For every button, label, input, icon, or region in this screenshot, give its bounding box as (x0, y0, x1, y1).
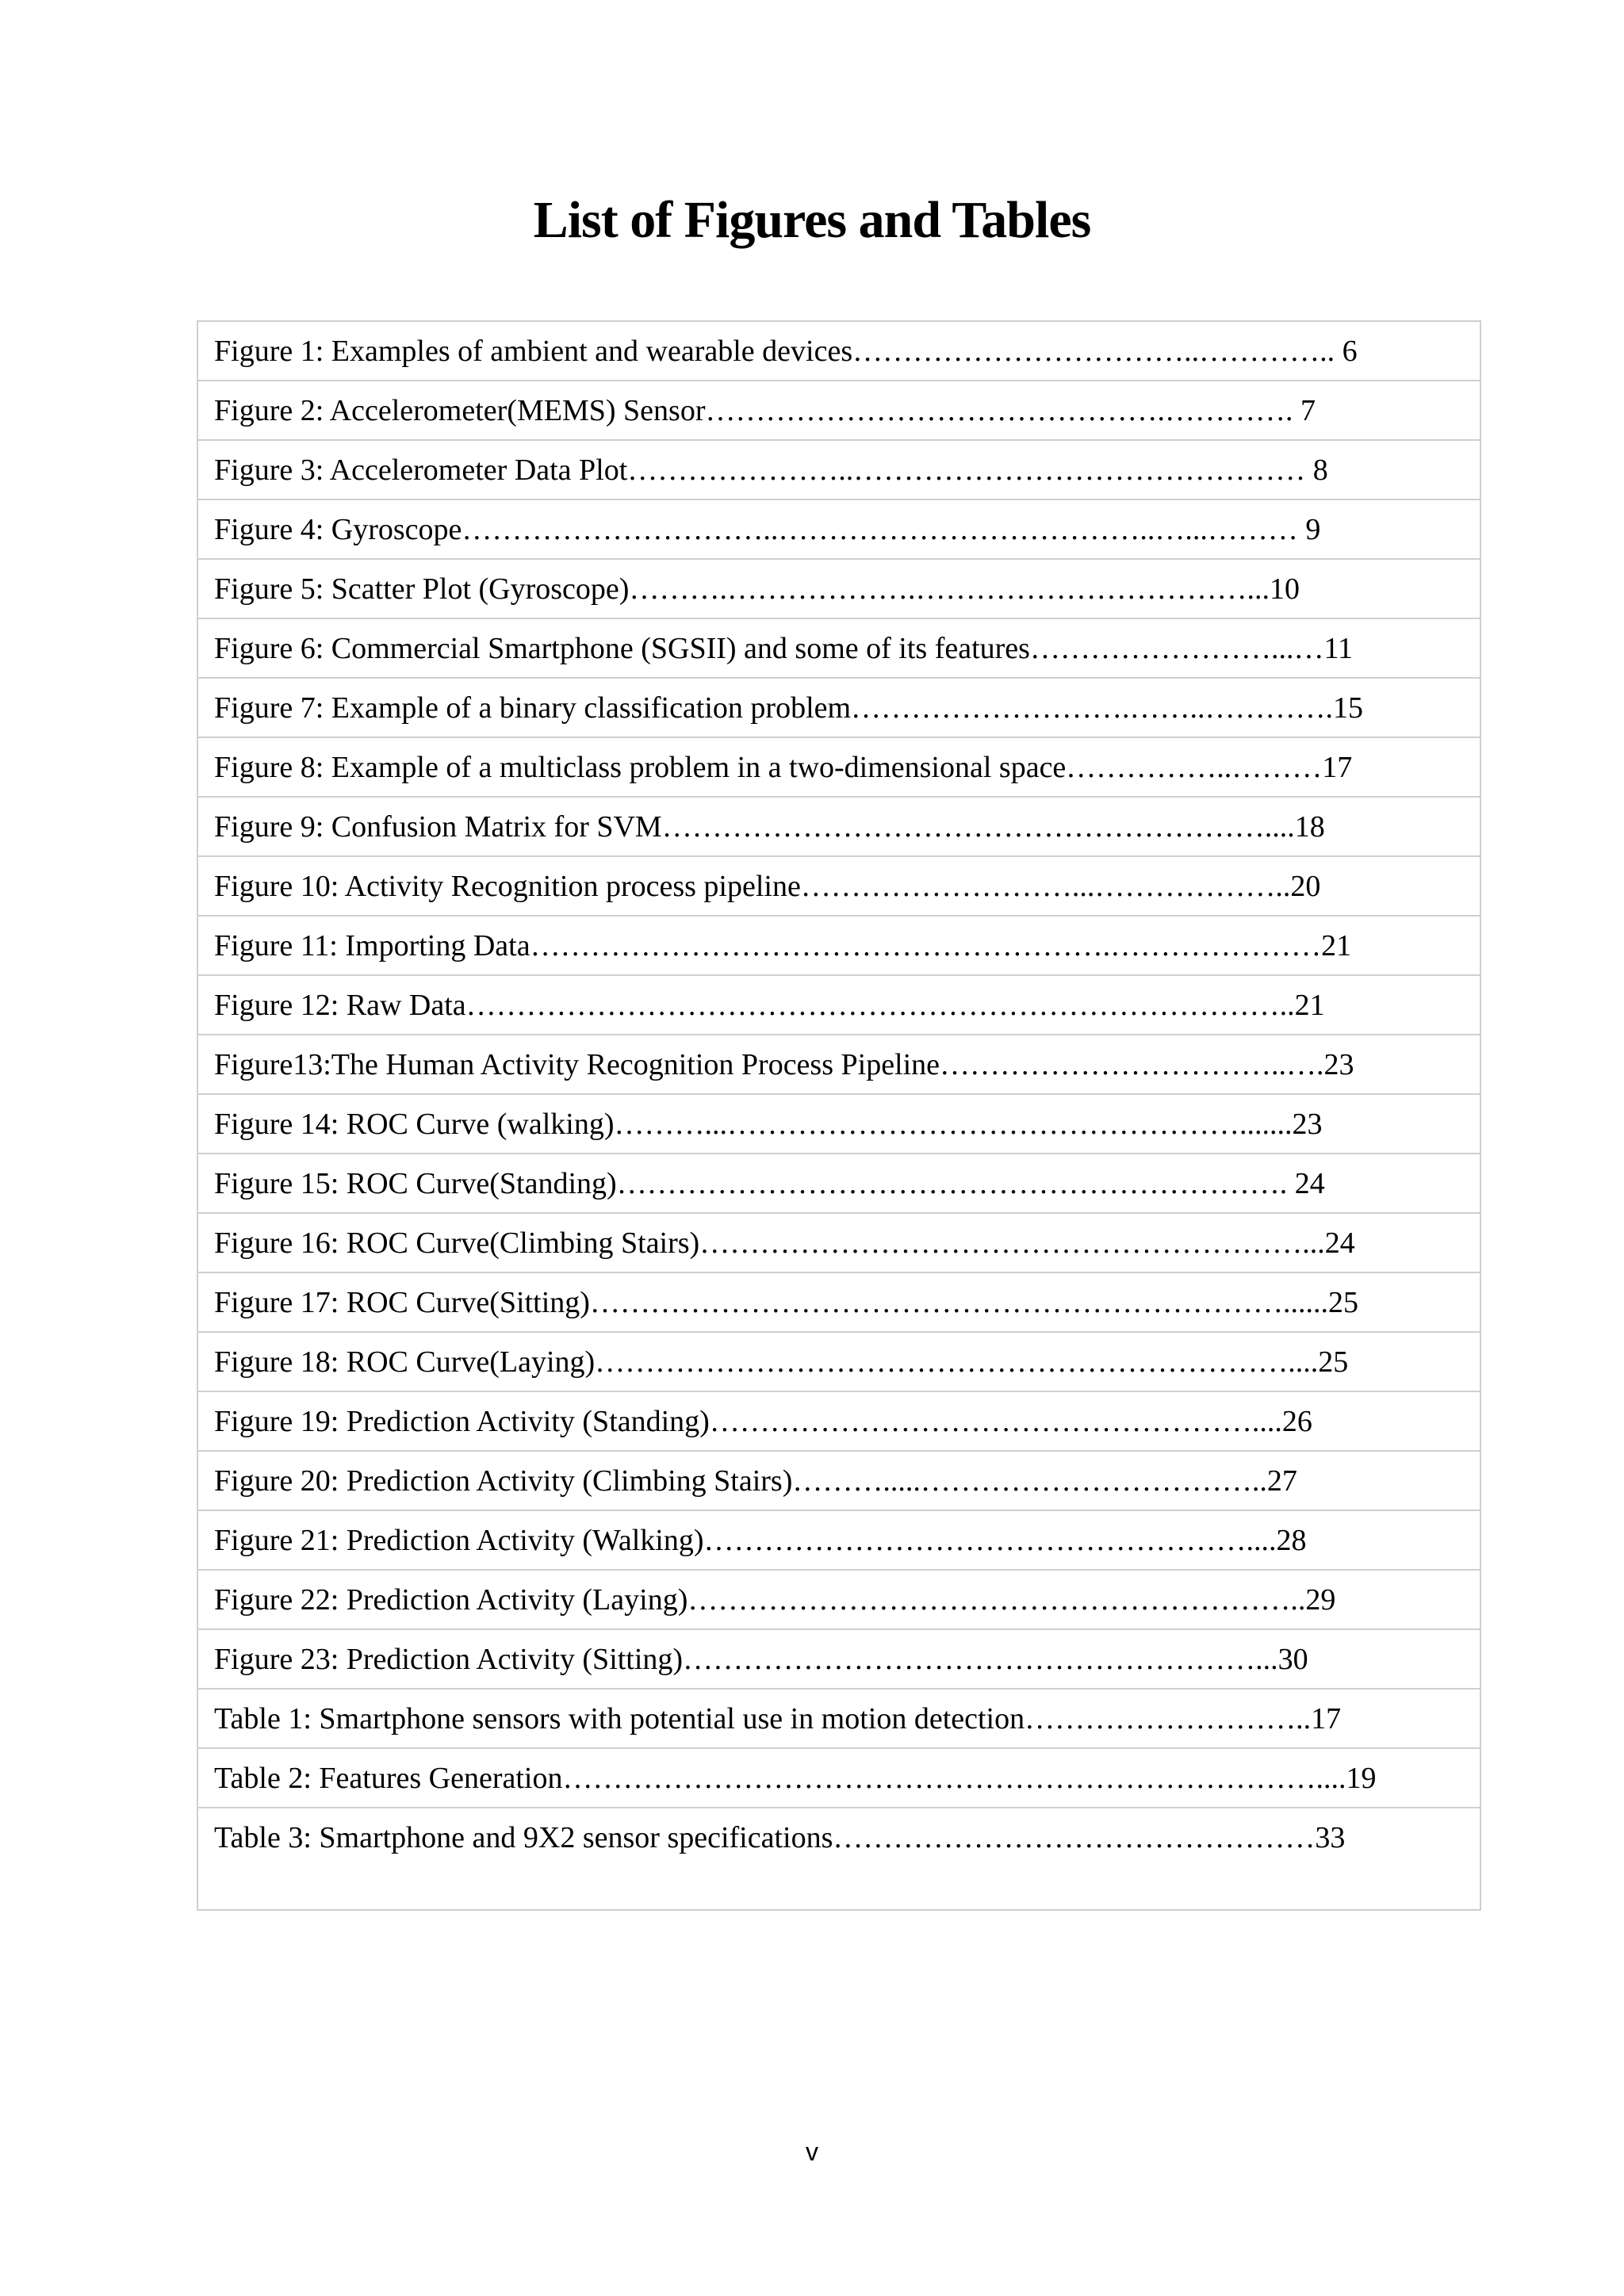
list-item-text: Figure 4: Gyroscope…………………………..………………………………..…...……… 9 (214, 513, 1321, 546)
list-item-text: Figure 19: Prediction Activity (Standing)………………………………………………....26 (214, 1405, 1312, 1438)
list-item (198, 1630, 1480, 1689)
list-item (198, 1214, 1480, 1273)
list-item-text: Figure 18: ROC Curve(Laying)……………………………………………………………....25 (214, 1345, 1349, 1379)
list-item (198, 619, 1480, 679)
list-item-text: Figure 14: ROC Curve (walking)………...…………………………………………….......23 (214, 1108, 1323, 1141)
list-item (198, 679, 1480, 738)
list-item (198, 1333, 1480, 1392)
list-item-text: Figure 6: Commercial Smartphone (SGSII) and some of its features……………………...…11 (214, 632, 1354, 665)
list-item (198, 798, 1480, 857)
list-item-text: Figure 1: Examples of ambient and wearable devices……………………………..………….. 6 (214, 335, 1358, 368)
list-item-text: Figure 8: Example of a multiclass problem in a two-dimensional space……………..………17 (214, 751, 1353, 784)
list-item-text: Figure 16: ROC Curve(Climbing Stairs)……………………………………………………...24 (214, 1226, 1355, 1260)
list-item-text: Figure 2: Accelerometer(MEMS) Sensor……………………………………….…………. 7 (214, 394, 1316, 427)
list-item (198, 1392, 1480, 1452)
list-item-text: Figure 23: Prediction Activity (Sitting)…………………………………………………...30 (214, 1643, 1308, 1676)
list-item (198, 1749, 1480, 1808)
list-item (198, 322, 1480, 381)
list-item-text: Figure 20: Prediction Activity (Climbing Stairs)……….....……………………………..27 (214, 1464, 1297, 1498)
list-item-text: Figure13:The Human Activity Recognition Process Pipeline……………………………..….23 (214, 1048, 1354, 1081)
list-item-text: Figure 3: Accelerometer Data Plot…………………..……………………………………… 8 (214, 453, 1328, 487)
list-item (198, 1273, 1480, 1333)
list-item-text: Table 2: Features Generation…………………………………………………………………....19 (214, 1762, 1377, 1795)
list-item-text: Table 3: Smartphone and 9X2 sensor specifications…………………………………………33 (214, 1821, 1346, 1854)
list-item (198, 441, 1480, 500)
list-item-text: Figure 12: Raw Data………………………………………………………………………..21 (214, 989, 1325, 1022)
list-item (198, 1035, 1480, 1095)
list-item-text: Figure 15: ROC Curve(Standing)…………………………………………………………. 24 (214, 1167, 1325, 1200)
list-item-text: Figure 11: Importing Data………………………………………………….…………………21 (214, 929, 1352, 962)
list-item-text: Figure 9: Confusion Matrix for SVM……………………………………………………....18 (214, 810, 1325, 844)
list-item (198, 560, 1480, 619)
page-title: List of Figures and Tables (533, 191, 1091, 249)
list-item-text: Figure 7: Example of a binary classification problem……………………….……..………….15 (214, 691, 1364, 725)
figures-tables-list (197, 320, 1481, 1911)
list-item-text: Figure 21: Prediction Activity (Walking)………………………………………………....28 (214, 1524, 1307, 1557)
list-item (198, 1511, 1480, 1571)
list-item-text: Figure 5: Scatter Plot (Gyroscope)……….……………….……………………………...10 (214, 572, 1300, 606)
list-item (198, 1689, 1480, 1749)
list-item (198, 381, 1480, 441)
list-item (198, 1154, 1480, 1214)
list-item (198, 738, 1480, 798)
list-item (198, 1571, 1480, 1630)
list-item-text: Figure 22: Prediction Activity (Laying)……………………………………………………..29 (214, 1583, 1336, 1617)
list-item (198, 1452, 1480, 1511)
list-item-text: Table 1: Smartphone sensors with potential use in motion detection………………………..17 (214, 1702, 1342, 1735)
list-item (198, 1095, 1480, 1154)
list-item (198, 1808, 1480, 1868)
list-item (198, 857, 1480, 916)
list-item (198, 976, 1480, 1035)
list-item-text: Figure 17: ROC Curve(Sitting)……………………………………………………………......25 (214, 1286, 1358, 1319)
list-item-text: Figure 10: Activity Recognition process pipeline………………………...………………..20 (214, 870, 1321, 903)
list-item (198, 500, 1480, 560)
list-item (198, 916, 1480, 976)
page-number: v (806, 2137, 818, 2166)
